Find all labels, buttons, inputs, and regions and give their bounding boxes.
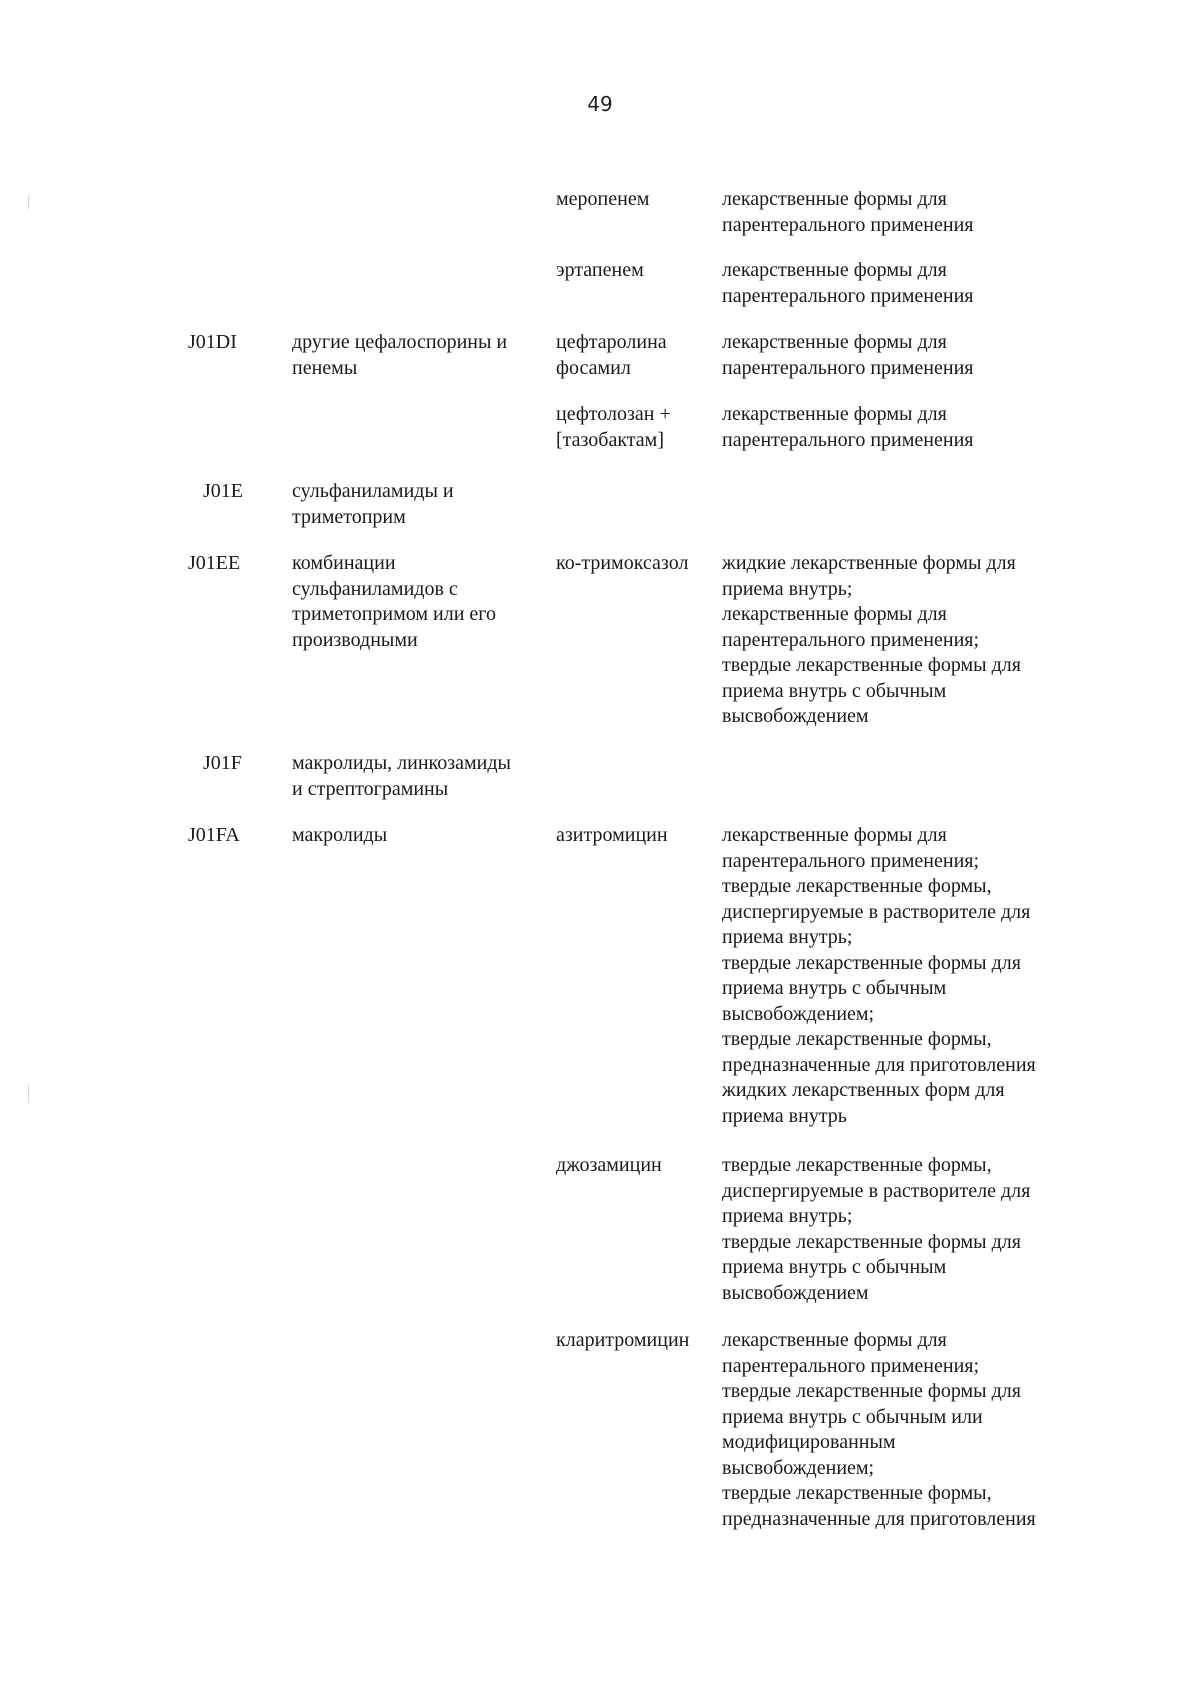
group-name: макролиды, линкозамиды и стрептограмины bbox=[292, 752, 511, 800]
drug-name: кларитромицин bbox=[556, 1329, 690, 1351]
dosage-forms: лекарственные формы для парентерального применения; твердые лекарственные формы для приема внутрь с обычным или модифицированным высвобождением; твердые лекарственные формы, предназначенные для приготовления bbox=[722, 1329, 1036, 1530]
atc-code: J01E bbox=[203, 480, 243, 502]
group-name: макролиды bbox=[292, 824, 388, 846]
drug-name: цефтолозан + [тазобактам] bbox=[556, 403, 671, 451]
scan-edge-mark bbox=[28, 195, 29, 209]
page-number: 49 bbox=[587, 92, 613, 116]
scan-edge-mark bbox=[28, 1085, 29, 1103]
dosage-forms: лекарственные формы для парентерального применения bbox=[722, 331, 974, 379]
group-name: комбинации сульфаниламидов с триметопримом или его производными bbox=[292, 552, 497, 651]
drug-name: цефтаролина фосамил bbox=[556, 331, 667, 379]
dosage-forms: твердые лекарственные формы, диспергируемые в растворителе для приема внутрь; твердые лекарственные формы для приема внутрь с обычным высвобождением bbox=[722, 1154, 1031, 1304]
atc-code: J01F bbox=[203, 752, 242, 774]
drug-name: джозамицин bbox=[556, 1154, 662, 1176]
atc-code: J01DI bbox=[188, 331, 237, 353]
drug-name: меропенем bbox=[556, 188, 650, 210]
drug-name: ко-тримоксазол bbox=[556, 552, 689, 574]
dosage-forms: лекарственные формы для парентерального применения bbox=[722, 259, 974, 307]
dosage-forms: жидкие лекарственные формы для приема внутрь; лекарственные формы для парентерального применения; твердые лекарственные формы для приема внутрь с обычным высвобождением bbox=[722, 552, 1021, 727]
atc-code: J01EE bbox=[188, 552, 241, 574]
atc-code: J01FA bbox=[188, 824, 240, 846]
group-name: другие цефалоспорины и пенемы bbox=[292, 331, 508, 379]
dosage-forms: лекарственные формы для парентерального применения bbox=[722, 403, 974, 451]
dosage-forms: лекарственные формы для парентерального применения; твердые лекарственные формы, диспергируемые в растворителе для приема внутрь; твердые лекарственные формы для приема внутрь с обычным высвобождением; твердые лекарственные формы, предназначенные для приготовления жидких лекарственных форм для приема внутрь bbox=[722, 824, 1036, 1127]
group-name: сульфаниламиды и триметоприм bbox=[292, 480, 454, 528]
dosage-forms: лекарственные формы для парентерального применения bbox=[722, 188, 974, 236]
drug-name: азитромицин bbox=[556, 824, 668, 846]
drug-name: эртапенем bbox=[556, 259, 644, 281]
